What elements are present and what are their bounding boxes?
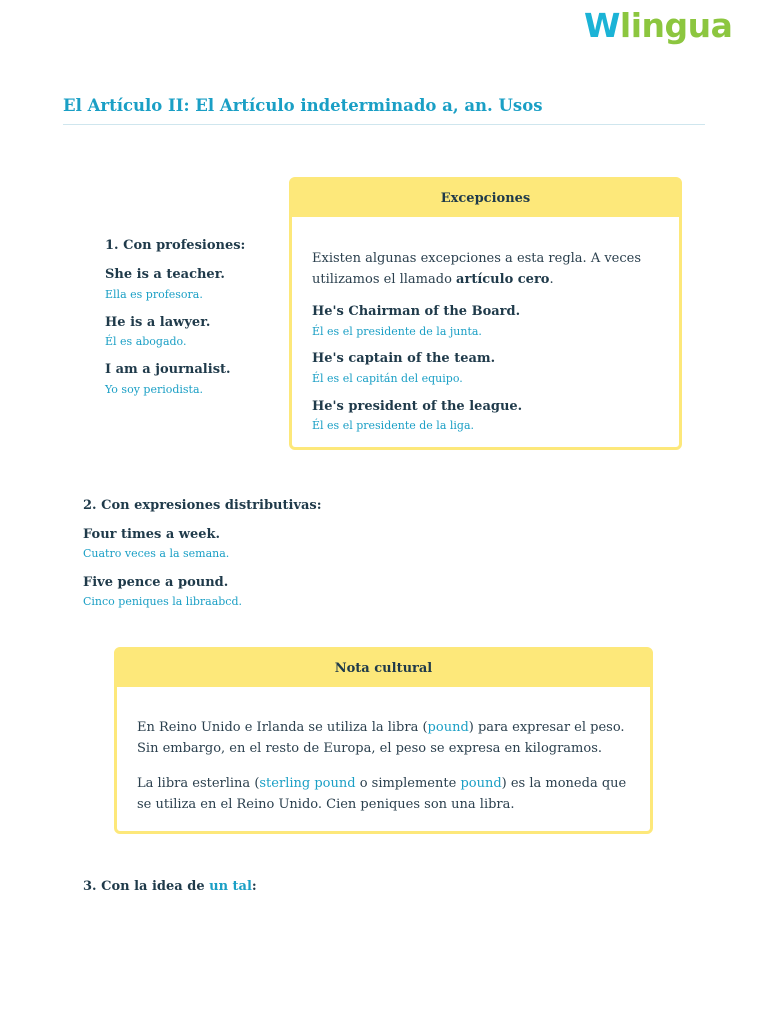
intro-end: . [549,272,554,287]
example-es: Cuatro veces a la semana. [83,547,230,560]
nota-text: La libra esterlina ( [137,776,260,791]
nota-cultural-header: Nota cultural [117,650,650,687]
page-title: El Artículo II: El Artículo indeterminado a, an. Usos [63,96,543,115]
intro-bold: artículo cero [456,272,550,287]
exception-es: Él es el presidente de la liga. [312,419,475,432]
example-en: Five pence a pound. [83,575,229,590]
heading-text: 3. Con la idea de [83,879,210,894]
nota-highlight: pound [460,776,502,791]
heading-text: : [251,879,257,894]
example-en: She is a teacher. [105,267,225,282]
example-es: Ella es profesora. [105,288,203,301]
exception-en: He's president of the league. [312,399,523,414]
section-3-heading [83,879,257,894]
excepciones-box [289,177,682,450]
nota-highlight: sterling pound [259,776,356,791]
wlingua-logo [584,6,732,50]
section-1-heading: 1. Con profesiones: [105,238,246,253]
excepciones-intro [312,248,652,290]
nota-cultural-box [114,647,653,834]
nota-paragraph-2 [137,773,632,815]
exception-es: Él es el capitán del equipo. [312,372,463,385]
example-en: I am a journalist. [105,362,231,377]
exception-en: He's captain of the team. [312,351,496,366]
logo-text: lingua [619,6,733,45]
example-en: Four times a week. [83,527,221,542]
heading-highlight: un tal [209,879,252,894]
example-es: Yo soy periodista. [105,383,204,396]
nota-text: ) para expresar el peso. Sin embargo, en el resto de Europa, el peso se expresa en kilogramos. [137,720,625,756]
nota-paragraph-1 [137,717,632,759]
title-divider [63,124,705,125]
example-es: Él es abogado. [105,335,187,348]
intro-text: Existen algunas excepciones a esta regla. A veces utilizamos el llamado [312,251,642,287]
exception-en: He's Chairman of the Board. [312,304,521,319]
example-es: Cinco peniques la libraabcd. [83,595,242,608]
example-en: He is a lawyer. [105,315,211,330]
nota-text: ) es la moneda que se utiliza en el Reino Unido. Cien peniques son una libra. [137,776,627,812]
logo-letter-w: W [584,6,620,45]
section-2-heading: 2. Con expresiones distributivas: [83,498,322,513]
excepciones-header: Excepciones [292,180,679,217]
nota-text: o simplemente [355,776,461,791]
exception-es: Él es el presidente de la junta. [312,325,482,338]
nota-highlight: pound [427,720,469,735]
nota-text: En Reino Unido e Irlanda se utiliza la libra ( [137,720,428,735]
